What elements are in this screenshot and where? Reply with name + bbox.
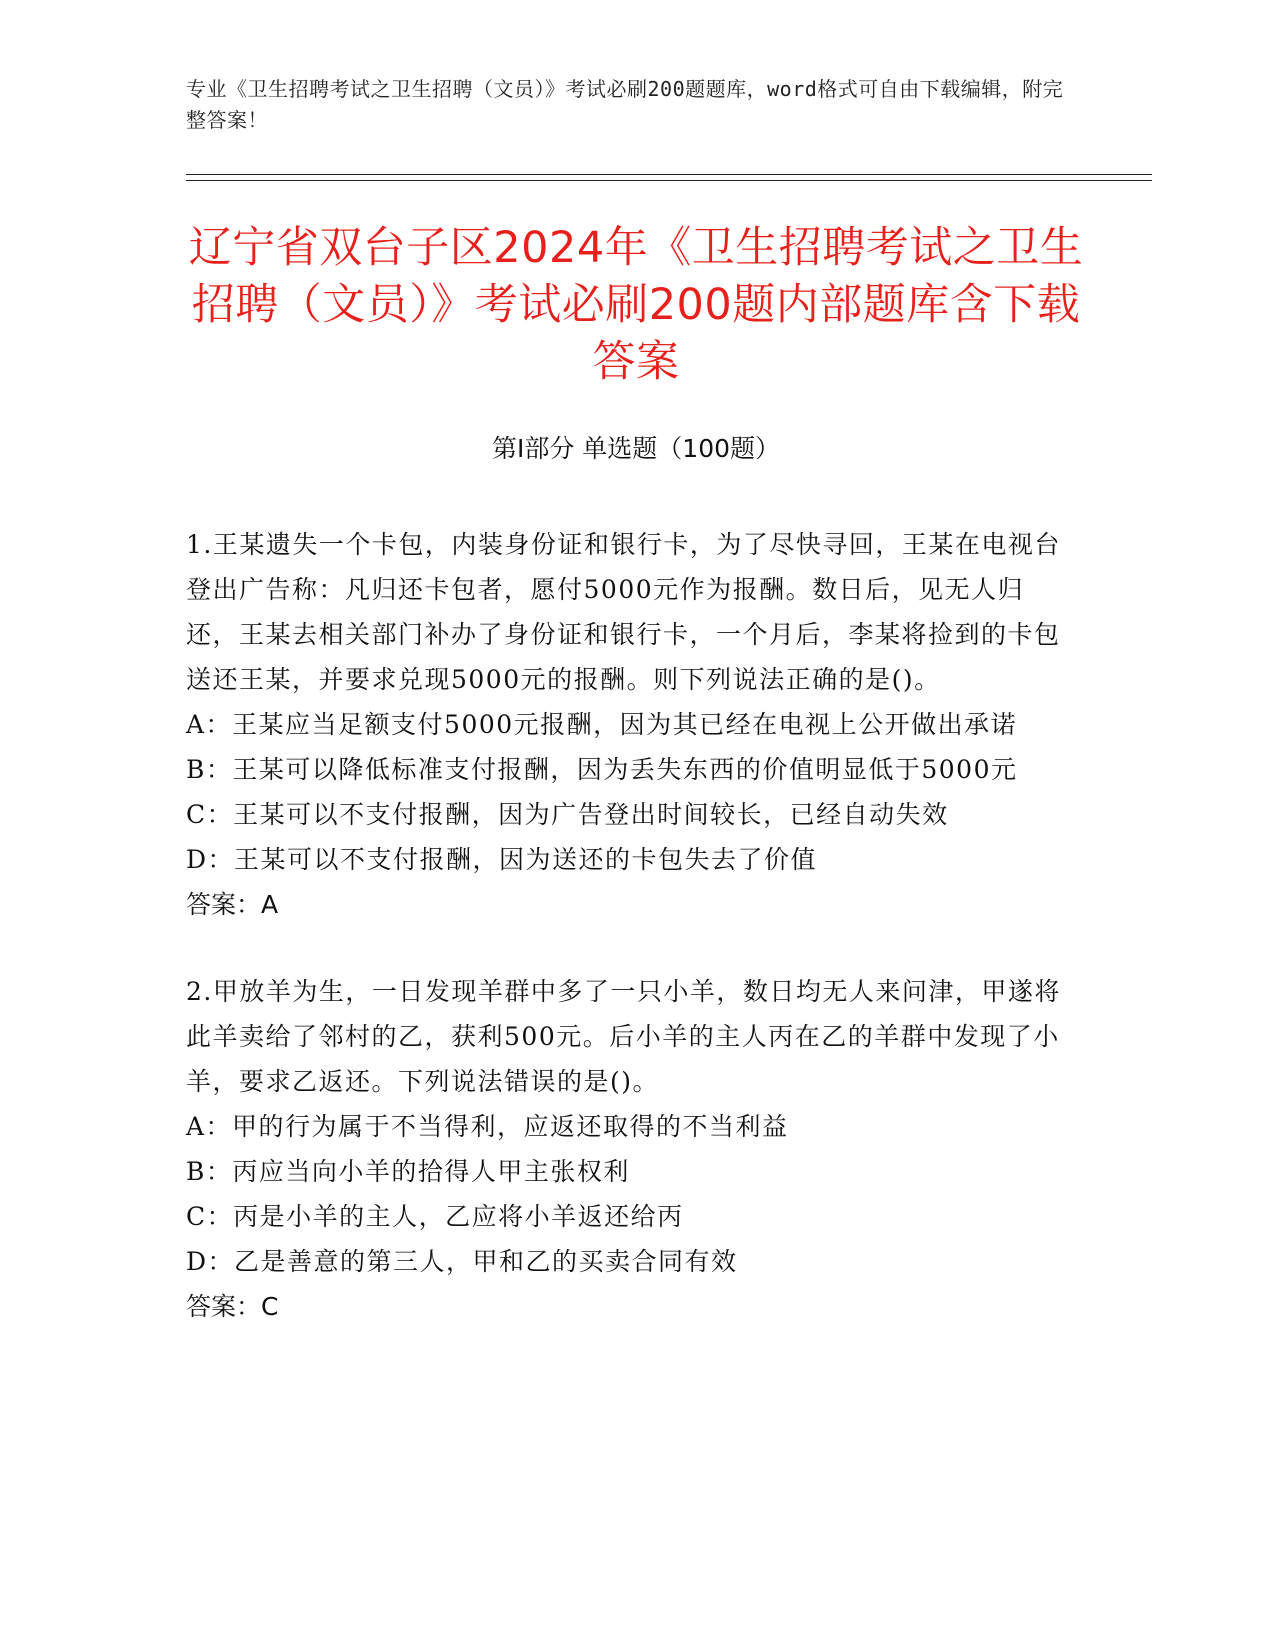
option-d: D：乙是善意的第三人，甲和乙的买卖合同有效 (186, 1247, 738, 1276)
option-b: B：王某可以降低标准支付报酬，因为丢失东西的价值明显低于5000元 (186, 755, 1018, 784)
option-d: D：王某可以不支付报酬，因为送还的卡包失去了价值 (186, 845, 818, 874)
option-c: C：王某可以不支付报酬，因为广告登出时间较长，已经自动失效 (186, 800, 949, 829)
question-1 (186, 522, 1066, 927)
question-text: 2.甲放羊为生，一日发现羊群中多了一只小羊，数日均无人来问津，甲遂将此羊卖给了邻村的乙，获利500元。后小羊的主人丙在乙的羊群中发现了小羊，要求乙返还。下列说法错误的是()。 (186, 977, 1061, 1096)
option-a: A：甲的行为属于不当得利，应返还取得的不当利益 (186, 1112, 789, 1141)
header-note: 专业《卫生招聘考试之卫生招聘（文员）》考试必刷200题题库，word格式可自由下载编辑，附完整答案！ (186, 77, 1064, 132)
answer: 答案：C (186, 1292, 279, 1321)
section-title: 第Ⅰ部分 单选题（100题） (491, 434, 781, 463)
answer: 答案：A (186, 890, 279, 919)
question-list (186, 522, 1066, 1371)
document-title: 辽宁省双台子区2024年《卫生招聘考试之卫生招聘（文员）》考试必刷200题内部题库含下载答案 (188, 223, 1084, 387)
header-divider-top (186, 174, 1152, 175)
option-a: A：王某应当足额支付5000元报酬，因为其已经在电视上公开做出承诺 (186, 710, 1018, 739)
option-c: C：丙是小羊的主人，乙应将小羊返还给丙 (186, 1202, 684, 1231)
option-b: B：丙应当向小羊的拾得人甲主张权利 (186, 1157, 630, 1186)
header-divider-bottom (186, 180, 1152, 181)
question-text: 1.王某遗失一个卡包，内装身份证和银行卡，为了尽快寻回，王某在电视台登出广告称：凡归还卡包者，愿付5000元作为报酬。数日后，见无人归还，王某去相关部门补办了身份证和银行卡，一个月后，李某将捡到的卡包送还王某，并要求兑现5000元的报酬。则下列说法正确的是()。 (186, 530, 1061, 694)
question-2 (186, 969, 1066, 1329)
